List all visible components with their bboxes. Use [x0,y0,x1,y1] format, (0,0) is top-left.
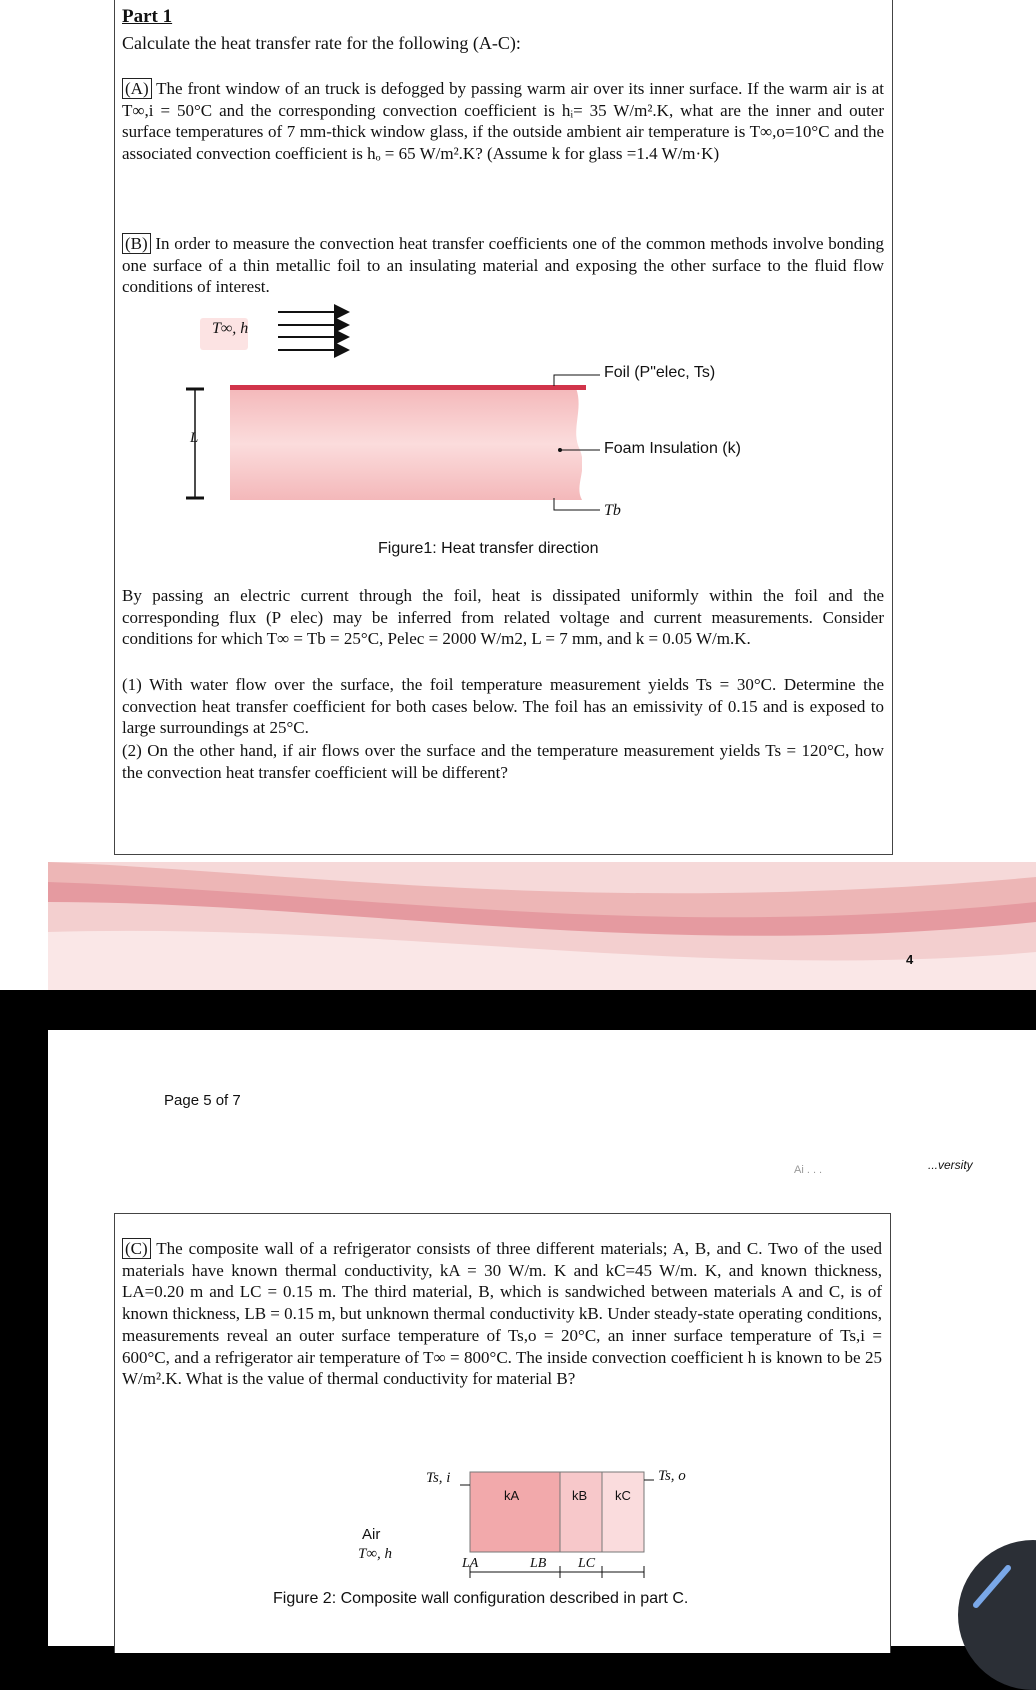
part-c-text: (C) The composite wall of a refrigerator consists of three different materials; A, B, and C. Two of the used materials have known thermal conductivity, kA = 30 W/m. K and kC=45 W/m. K, and known thickness, LA=0.20 m and LC = 0.15 m. The third material, B, which is sandwiched between materials A and C, is of known thickness, LB = 0.15 m, but unknown thermal conductivity kB. Under steady-state operating conditions, measurements reveal an outer surface temperature of Ts,o = 20°C, an inner surface temperature of Ts,i = 600°C, and a refrigerator air temperature of T∞ = 800°C. The inside convection coefficient h is known to be 25 W/m².K. What is the value of thermal conductivity for material B? [122,1239,882,1389]
part-b-question-2: (2) On the other hand, if air flows over the surface and the temperature measurement yields Ts = 120°C, how the convection heat transfer coefficient will be different? [122,741,884,782]
foil-label: Foil (P"elec, Ts) [604,364,716,381]
flow-label: T∞, h [212,320,249,337]
ka-label: kA [504,1488,520,1503]
part-a-text: (A) The front window of an truck is defogged by passing warm air over its inner surface. If the warm air is at T∞,i = 50°C and the corresponding convection coefficient is hᵢ= 35 W/m².K, what are the inner and outer surface temperatures of 7 mm-thick window glass, if the outside ambient air temperature is T∞,o=10°C and the associated convection coefficient is hₒ = 65 W/m².K? (Assume k for glass =1.4 W/m·K) [122,79,884,164]
air-label: Air [362,1526,381,1543]
layer-a [470,1472,560,1552]
faint-header-text: Ai . . . [794,1164,823,1176]
foam-leader-dot [558,448,562,452]
tso-label: Ts, o [658,1468,686,1484]
foil-layer [230,385,586,390]
footer-page-number: 4 [906,952,914,967]
corner-text: ...versity [928,1158,973,1172]
pen-icon [968,1550,1028,1610]
air-sub-label: T∞, h [358,1546,393,1562]
L-label: L [190,430,199,446]
tb-label: Tb [604,502,621,519]
part-b-text: (B) In order to measure the convection heat transfer coefficients one of the common methods involve bonding one surface of a thin metallic foil to an insulating material and exposing the other surface to the fluid flow conditions of interest. [122,234,884,297]
document-page-2 [48,1030,1036,1646]
part-b-tag: (B) [122,233,151,254]
part-c-tag: (C) [122,1238,151,1259]
lc-label: LC [578,1556,596,1571]
part1-intro: Calculate the heat transfer rate for the following (A-C): [122,33,521,53]
layer-b [560,1472,602,1552]
kb-label: kB [572,1488,588,1503]
part-b-question-1: (1) With water flow over the surface, the foil temperature measurement yields Ts = 30°C. Determine the convection heat transfer coefficient for both cases below. The foil has an emissivity of 0.15 and is exposed to large surroundings at 25°C. [122,675,884,738]
pen-tool-button[interactable] [958,1540,1036,1690]
figure-1-caption: Figure1: Heat transfer direction [378,540,599,557]
kc-label: kC [615,1488,631,1503]
part-b-para2: By passing an electric current through the foil, heat is dissipated uniformly within the foil and the corresponding flux (P elec) may be inferred from related voltage and current measurements. Consider conditions for which T∞ = Tb = 25°C, Pelec = 2000 W/m2, L = 7 mm, and k = 0.05 W/m.K. [122,586,884,649]
figure-2-caption: Figure 2: Composite wall configuration described in part C. [273,1590,689,1607]
foam-insulation [230,388,582,500]
part-a-tag: (A) [122,78,152,99]
figure-1-diagram [180,300,740,550]
page-label: Page 5 of 7 [164,1092,241,1109]
tsi-label: Ts, i [426,1470,451,1486]
footer-wave-decoration [48,862,1036,990]
la-label: LA [462,1556,479,1571]
lb-label: LB [530,1556,547,1571]
part1-title: Part 1 [122,6,173,27]
layer-c [602,1472,644,1552]
foil-leader [554,375,600,386]
foam-label: Foam Insulation (k) [604,440,741,457]
